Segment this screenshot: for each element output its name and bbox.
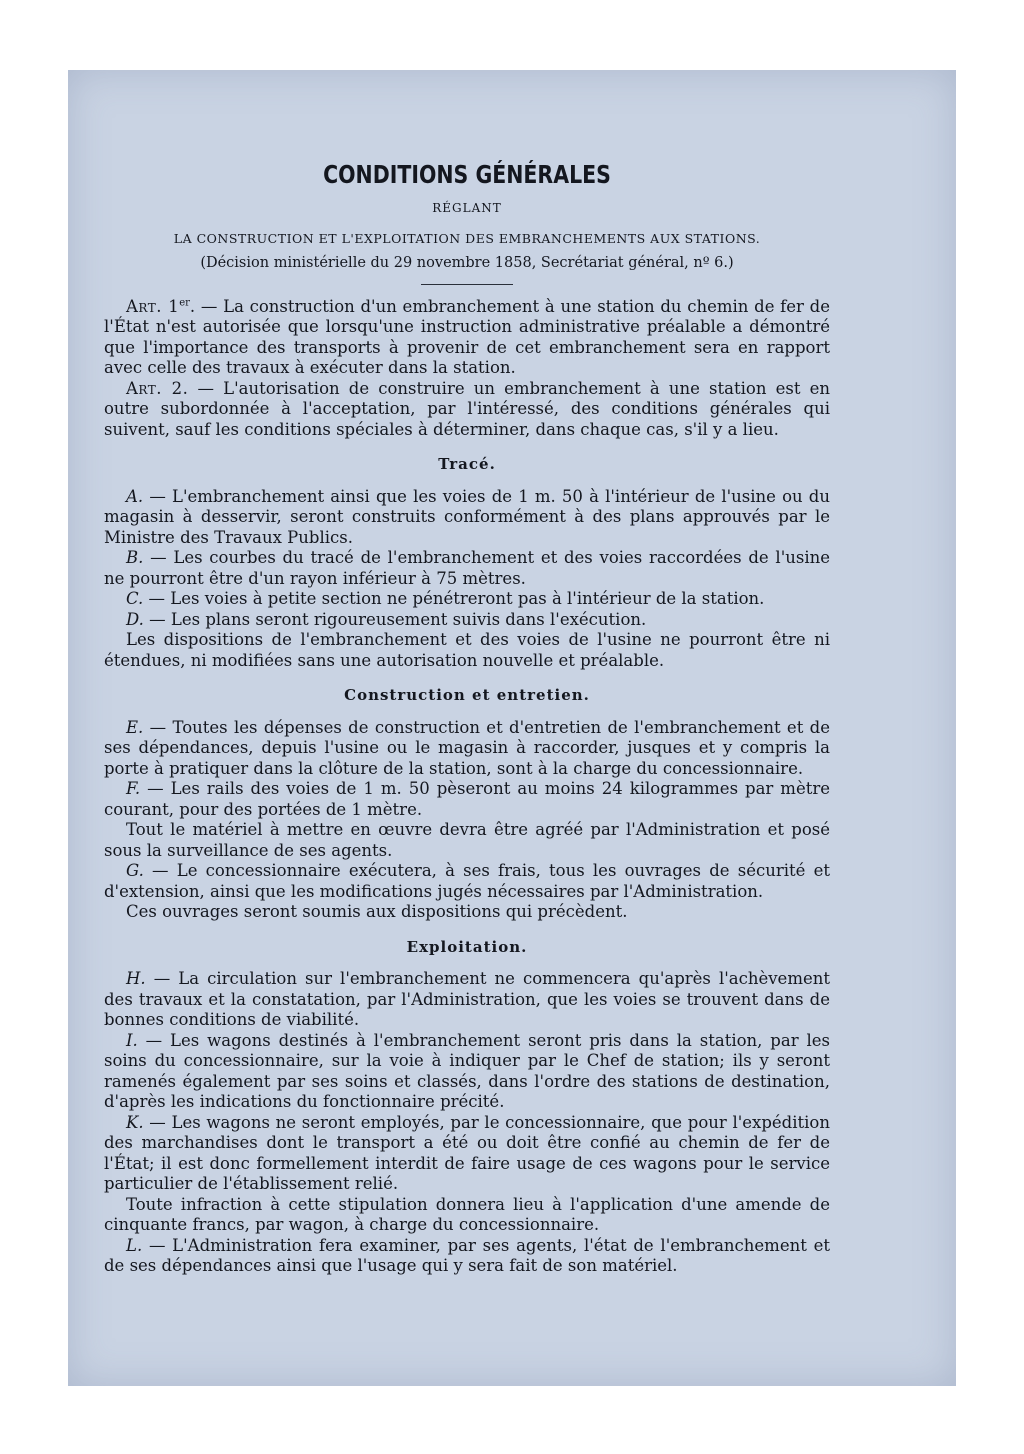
clause-k-letter: K.: [126, 1112, 144, 1132]
clause-l: [104, 1236, 830, 1277]
clause-f: [104, 779, 830, 820]
clause-a: [104, 487, 830, 549]
article-1-text: . — La construction d'un embranchement à une station du chemin de fer de l'État n'est autorisée que lorsqu'une instruction administrative préalable a démontré que l'importance des transports à provenir de cet embranchement sera en rapport avec celle des travaux à exécuter dans la station.: [104, 296, 830, 377]
clause-h-text: — La circulation sur l'embranchement ne commencera qu'après l'achèvement des travaux et la constatation, par l'Administration, que les voies se trouvent dans de bonnes conditions de viabilité.: [104, 969, 830, 1029]
clause-i: [104, 1031, 830, 1113]
clause-b-letter: B.: [126, 548, 144, 567]
clause-e-letter: E.: [126, 717, 144, 737]
document-subtitle-scope: LA CONSTRUCTION ET L'EXPLOITATION DES EMBRANCHEMENTS AUX STATIONS.: [173, 230, 761, 246]
section-heading-exploitation: Exploitation.: [406, 937, 528, 956]
clause-l-letter: L.: [126, 1235, 143, 1255]
clause-e: [104, 718, 830, 780]
article-2: [104, 379, 830, 441]
article-2-label: Art. 2.: [126, 378, 189, 398]
section-heading-construction: Construction et entretien.: [344, 686, 590, 704]
document-subtitle-decision: (Décision ministérielle du 29 novembre 1858, Secrétariat général, nº 6.): [200, 255, 734, 271]
clause-c-letter: C.: [126, 589, 144, 608]
clause-d-letter: D.: [126, 609, 144, 629]
clause-a-letter: A.: [126, 486, 144, 506]
clause-d: [104, 610, 830, 631]
clause-g-extra: Ces ouvrages seront soumis aux dispositions qui précèdent.: [126, 902, 628, 921]
clause-c: [104, 589, 830, 610]
clause-h-letter: H.: [126, 969, 146, 988]
document-subtitle-reglant: RÉGLANT: [432, 201, 502, 215]
clause-f-extra: Tout le matériel à mettre en œuvre devra être agréé par l'Administration et posé sous la surveillance de ses agents.: [104, 820, 830, 860]
clause-k: [104, 1113, 830, 1195]
clause-i-text: — Les wagons destinés à l'embranchement seront pris dans la station, par les soins du concessionnaire, sur la voie à indiquer par le Chef de station; ils y seront ramenés également par ses soins et classés, dans l'ordre des stations de destination, d'après les indications du fonctionnaire précité.: [104, 1030, 830, 1111]
clause-a-text: — L'embranchement ainsi que les voies de 1 m. 50 à l'intérieur de l'usine ou du magasin à desservir, seront construits conformément à des plans approuvés par le Ministre des Travaux Publics.: [104, 486, 830, 547]
article-1-sup: er: [179, 297, 190, 308]
clause-b: [104, 548, 830, 589]
clause-b-text: — Les courbes du tracé de l'embranchement et des voies raccordées de l'usine ne pourront être d'un rayon inférieur à 75 mètres.: [104, 548, 830, 588]
document-title: CONDITIONS GÉNÉRALES: [323, 160, 611, 189]
document-body: [104, 160, 830, 1277]
clause-i-letter: I.: [126, 1030, 138, 1050]
clause-h: [104, 969, 830, 1031]
clause-e-text: — Toutes les dépenses de construction et d'entretien de l'embranchement et de ses dépendances, depuis l'usine ou le magasin à raccorder, jusques et y compris la porte à pratiquer dans la clôture de la station, sont à la charge du concessionnaire.: [104, 717, 830, 778]
title-divider: [421, 284, 513, 285]
clause-g-text: — Le concessionnaire exécutera, à ses frais, tous les ouvrages de sécurité et d'extension, ainsi que les modifications jugés nécessaires par l'Administration.: [104, 861, 830, 901]
clause-f-letter: F.: [126, 779, 141, 798]
section-heading-trace: Tracé.: [438, 455, 496, 473]
clause-trace-extra: Les dispositions de l'embranchement et des voies de l'usine ne pourront être ni étendues, ni modifiées sans une autorisation nouvelle et préalable.: [104, 630, 830, 670]
clause-k-text: — Les wagons ne seront employés, par le concessionnaire, que pour l'expédition des marchandises dont le transport a été ou doit être confié au chemin de fer de l'État; il est donc formellement interdit de faire usage de ces wagons pour le service particulier de l'établissement relié.: [104, 1112, 830, 1193]
article-1-label: Art. 1: [126, 296, 180, 316]
clause-g-letter: G.: [126, 861, 144, 880]
document-page: [68, 70, 956, 1386]
clause-k-extra: Toute infraction à cette stipulation donnera lieu à l'application d'une amende de cinquante francs, par wagon, à charge du concessionnaire.: [104, 1194, 830, 1234]
clause-d-text: — Les plans seront rigoureusement suivis dans l'exécution.: [143, 609, 647, 629]
clause-f-text: — Les rails des voies de 1 m. 50 pèseront au moins 24 kilogrammes par mètre courant, pour des portées de 1 mètre.: [104, 779, 830, 819]
clause-c-text: — Les voies à petite section ne pénétreront pas à l'intérieur de la station.: [143, 589, 765, 608]
article-1: [104, 297, 830, 379]
clause-l-text: — L'Administration fera examiner, par ses agents, l'état de l'embranchement et de ses dépendances ainsi que l'usage qui y sera fait de son matériel.: [104, 1235, 830, 1275]
clause-g: [104, 861, 830, 902]
article-2-text: — L'autorisation de construire un embranchement à une station est en outre subordonnée à l'acceptation, par l'intéressé, des conditions générales qui suivent, sauf les conditions spéciales à déterminer, dans chaque cas, s'il y a lieu.: [104, 378, 831, 439]
